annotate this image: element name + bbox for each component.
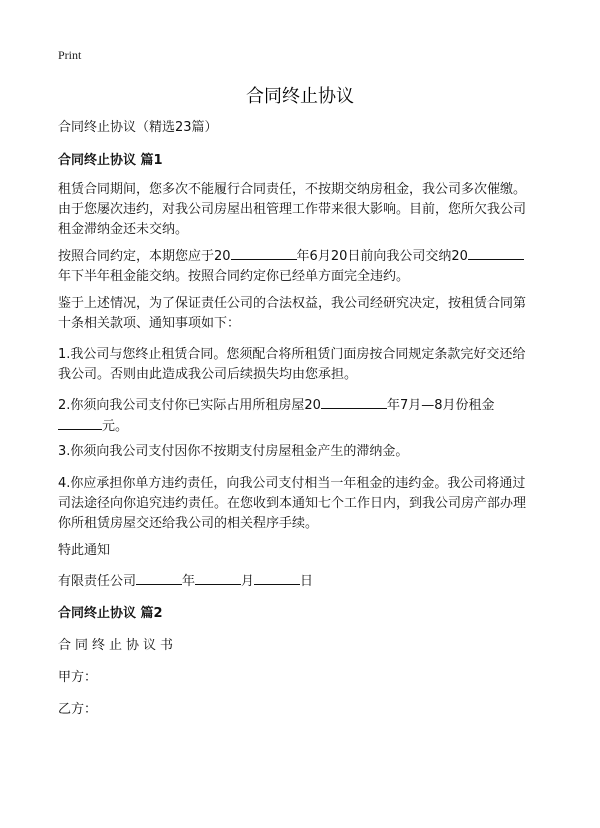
blank-day [254,571,300,585]
document-title: 合同终止协议 [246,86,354,107]
paragraph-2-part-b: 年6月20日前向我公司交纳20 [296,249,468,264]
item-1 [58,345,548,385]
item-4 [58,474,548,534]
subtitle: 合同终止协议（精选23篇） [58,120,218,135]
paragraph-3-line-2: 十条相关款项、通知事项如下： [58,316,241,331]
party-a-label: 甲方： [58,670,98,685]
item-2-part-a: 2.你须向我公司支付你已实际占用所租房屋20 [58,398,321,413]
item-2 [58,395,548,437]
company-label: 有限责任公司 [58,574,137,589]
item-2-part-c: 元。 [102,419,129,434]
company-date-line [58,571,548,592]
paragraph-2 [58,246,548,287]
month-label: 月 [241,574,255,589]
paragraph-2-part-a: 按照合同约定，本期您应于20 [58,249,231,264]
notice-text: 特此通知 [58,543,111,558]
item-4-line-2: 司法途径向你追究违约责任。在您收到本通知七个工作日内，到我公司房产部办理 [58,496,527,511]
item-1-line-2: 我公司。否则由此造成我公司后续损失均由您承担。 [58,367,358,382]
item-4-line-3: 你所租赁房屋交还给我公司的相关程序手续。 [58,516,319,531]
paragraph-1-line-1: 租赁合同期间，您多次不能履行合同责任，不按期交纳房租金，我公司多次催缴。 [58,182,527,197]
item-2-part-b: 年7月—8月份租金 [386,398,495,413]
print-label[interactable]: Print [58,48,82,62]
year-label: 年 [182,574,196,589]
blank-amount [58,416,102,430]
blank-year-4 [136,571,182,585]
item-1-line-1: 1.我公司与您终止租赁合同。您须配合将所租赁门面房按合同规定条款完好交还给 [58,347,526,362]
party-b-label: 乙方： [58,702,98,717]
paragraph-3-line-1: 鉴于上述情况，为了保证责任公司的合法权益，我公司经研究决定，按租赁合同第 [58,296,527,311]
paragraph-1 [58,180,548,240]
day-label: 日 [300,574,314,589]
agreement-book-title: 合同终止协议书 [58,638,178,653]
item-4-line-1: 4.你应承担你单方违约责任，向我公司支付相当一年租金的违约金。我公司将通过 [58,476,526,491]
item-3: 3.你须向我公司支付因你不按期支付房屋租金产生的滞纳金。 [58,444,409,459]
paragraph-2-part-c: 年下半年租金能交纳。按照合同约定你已经单方面完全违约。 [58,269,410,284]
blank-year-2 [468,246,524,260]
section1-heading: 合同终止协议 篇1 [58,153,163,168]
paragraph-3 [58,294,548,334]
paragraph-1-line-2: 由于您屡次违约，对我公司房屋出租管理工作带来很大影响。目前，您所欠我公司 [58,202,527,217]
paragraph-1-line-3: 租金滞纳金还未交纳。 [58,222,189,237]
blank-year-3 [321,395,387,409]
blank-year-1 [231,246,297,260]
blank-month [195,571,241,585]
section2-heading: 合同终止协议 篇2 [58,606,163,621]
